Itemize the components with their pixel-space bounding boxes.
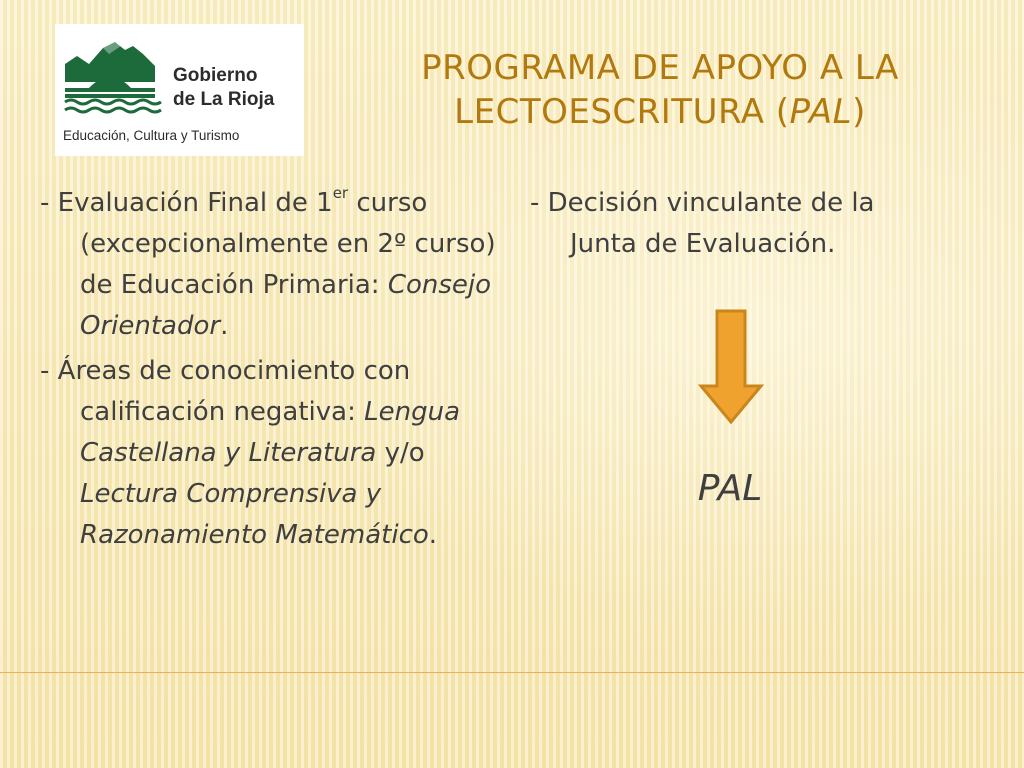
bullet1-sup: er bbox=[332, 184, 349, 202]
slide-title bbox=[330, 46, 990, 134]
pal-result-label: PAL bbox=[697, 468, 763, 509]
bullet2-text3: . bbox=[428, 520, 438, 550]
logo-department: Educación, Cultura y Turismo bbox=[63, 128, 240, 143]
title-line1: PROGRAMA DE APOYO A LA bbox=[421, 48, 899, 88]
rioja-bridge-mountain-icon bbox=[63, 36, 171, 124]
decision-text: Decisión vinculante de la Junta de Evaluación. bbox=[547, 188, 875, 259]
bullet-dash: - bbox=[40, 356, 58, 386]
title-line2-em: PAL bbox=[789, 92, 853, 132]
bullet-dash: - bbox=[530, 188, 548, 218]
right-column bbox=[530, 183, 930, 265]
bullet-areas-conocimiento bbox=[40, 351, 515, 556]
bullet2-text1: Áreas de conocimiento con calificación negativa: bbox=[57, 356, 411, 427]
title-line2-prefix: LECTOESCRITURA ( bbox=[454, 92, 790, 132]
logo-name-line2: de La Rioja bbox=[173, 89, 275, 110]
bullet1-text3: . bbox=[220, 311, 229, 341]
logo-name bbox=[173, 64, 301, 112]
bullet2-em2: Lectura Comprensiva y Razonamiento Matemático bbox=[80, 479, 429, 550]
bullet2-em1: Lengua Castellana y Literatura bbox=[80, 397, 460, 468]
bullet-decision-vinculante bbox=[530, 183, 930, 265]
left-column bbox=[40, 183, 515, 556]
bullet1-text2: curso (excepcionalmente en 2º curso) de Educación Primaria: bbox=[80, 188, 496, 300]
footer-divider bbox=[0, 672, 1024, 673]
logo-name-line1: Gobierno bbox=[173, 65, 258, 86]
bullet-evaluacion-final bbox=[40, 183, 515, 347]
title-line2-suffix: ) bbox=[852, 92, 866, 132]
bullet2-text2: y/o bbox=[376, 438, 425, 468]
bullet1-text1: Evaluación Final de 1 bbox=[57, 188, 333, 218]
gobierno-la-rioja-logo bbox=[55, 24, 304, 156]
down-arrow-icon bbox=[697, 308, 765, 426]
bullet1-em: Consejo Orientador bbox=[80, 270, 492, 341]
bullet-dash: - bbox=[40, 188, 58, 218]
